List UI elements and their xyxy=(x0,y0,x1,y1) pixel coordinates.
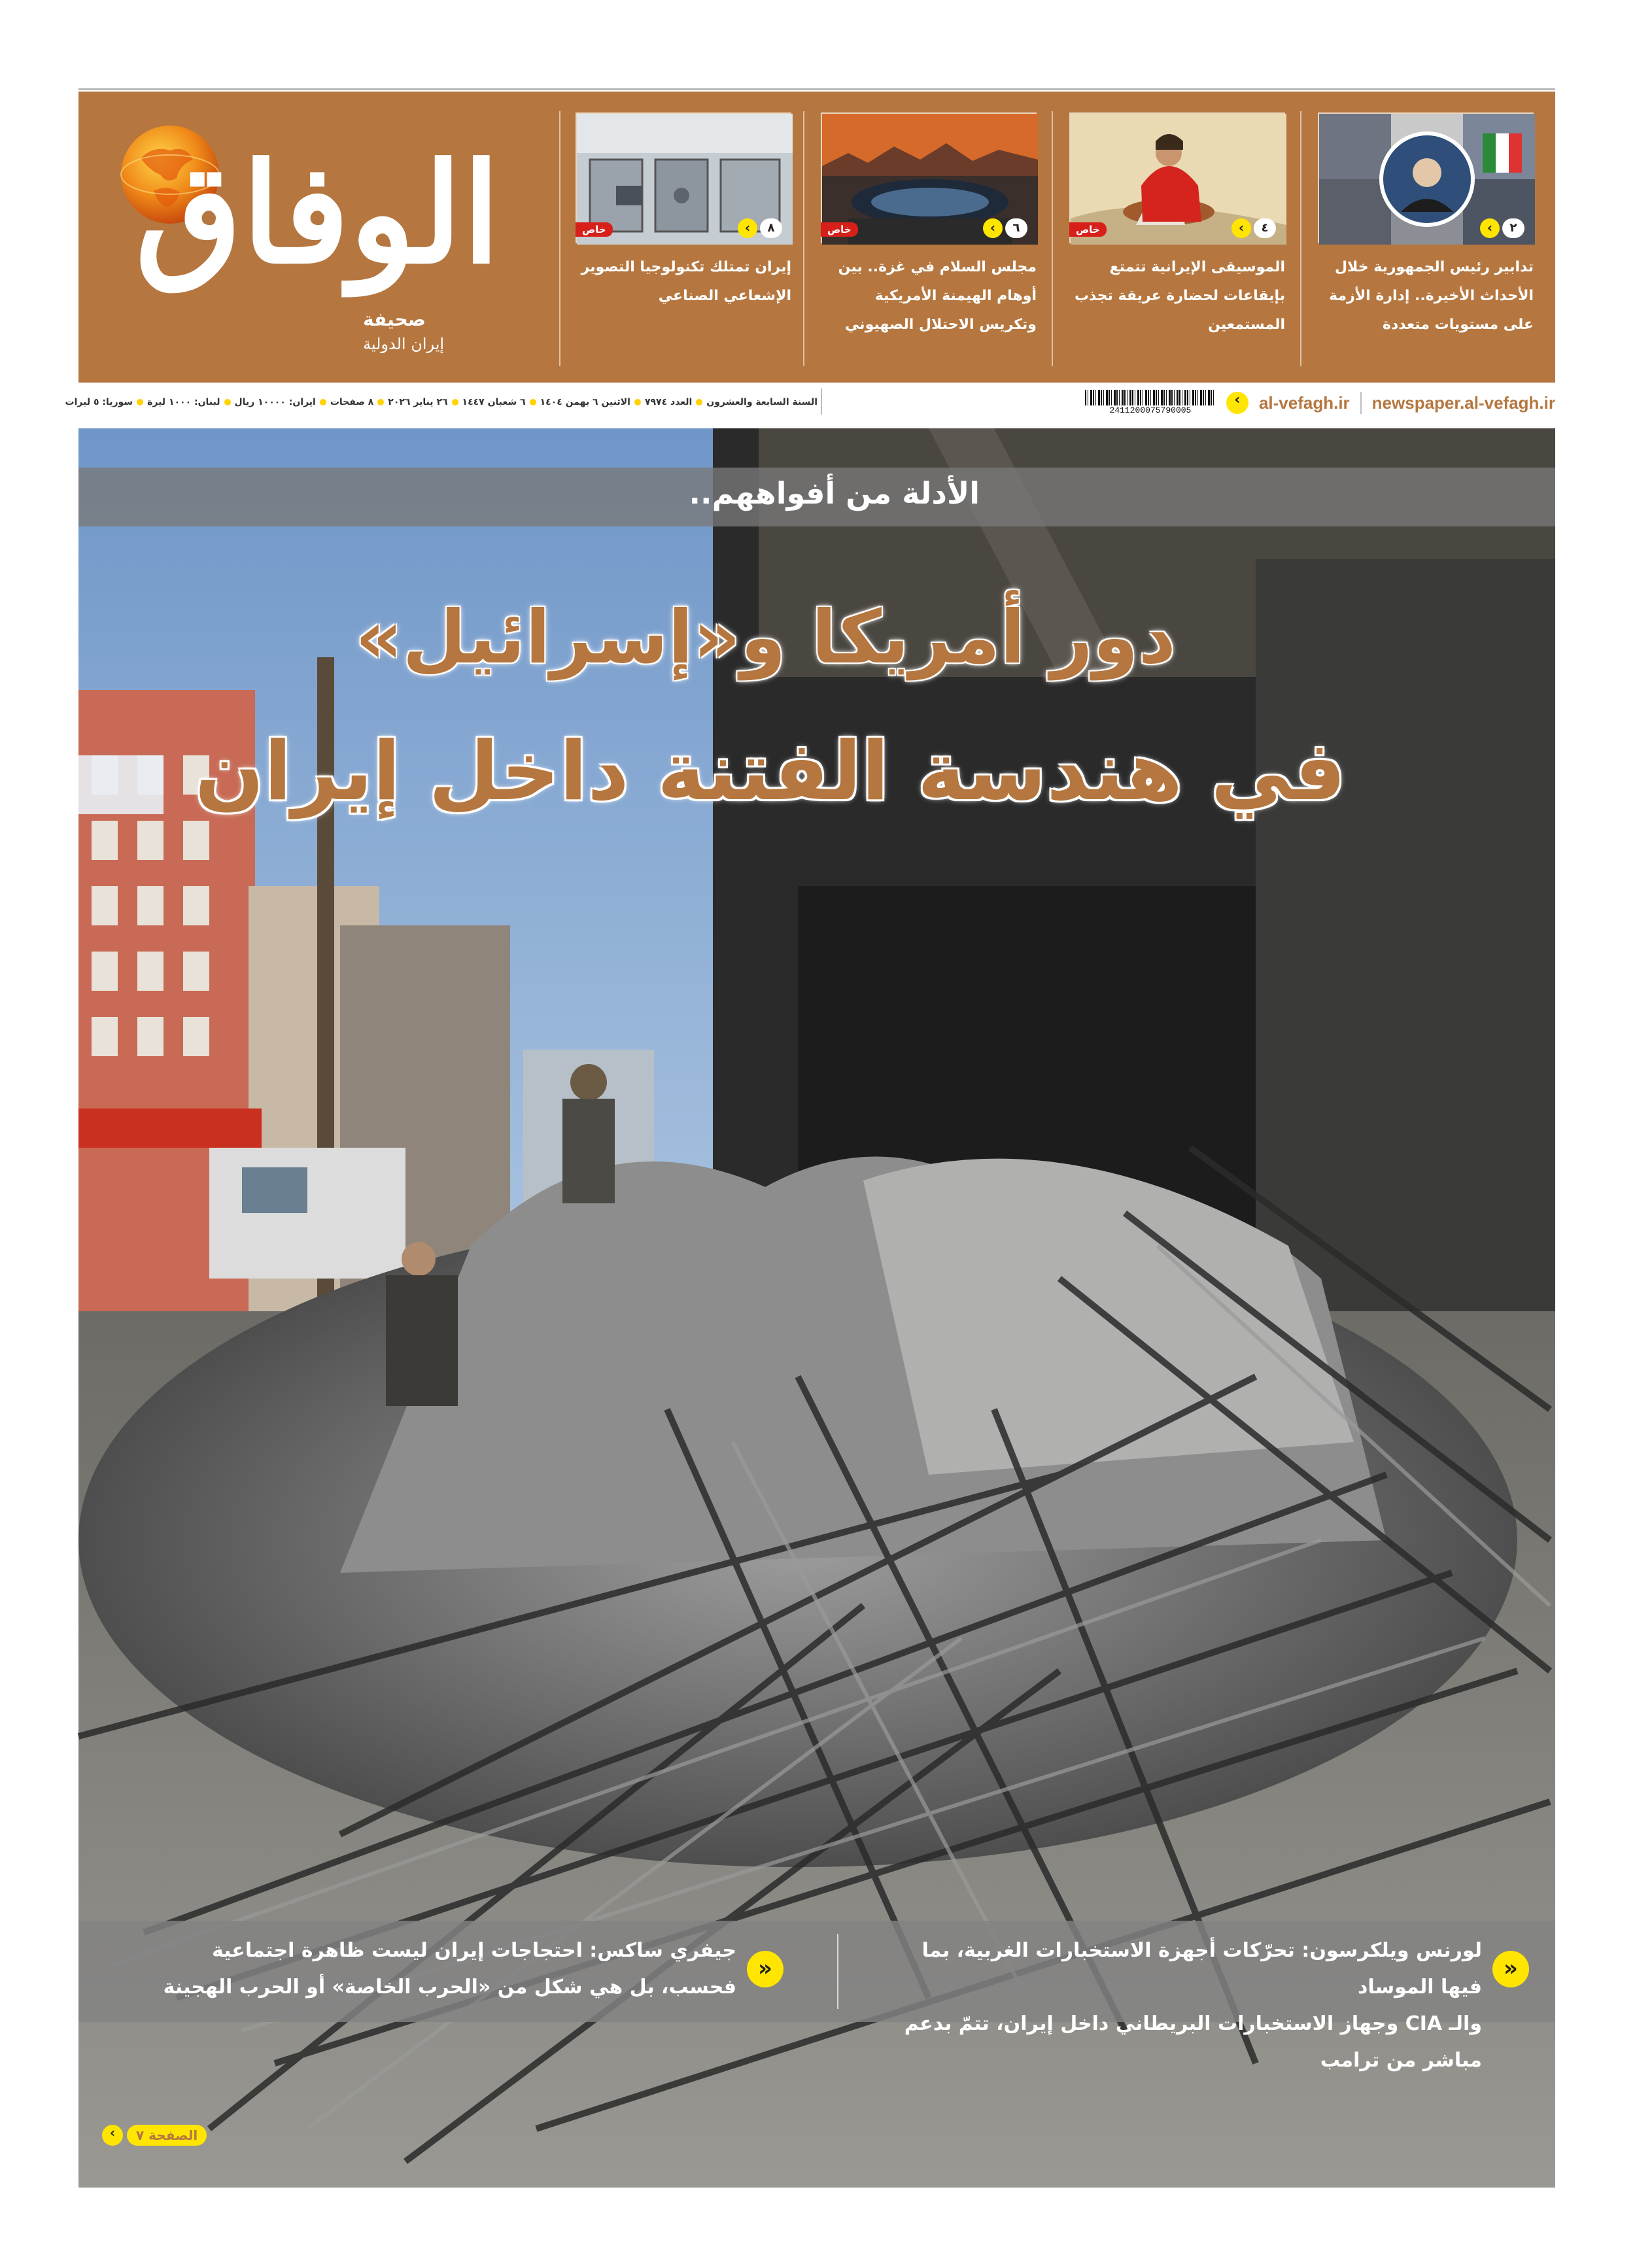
price-lebanon: لبنان: ١٠٠٠ ليرة xyxy=(147,397,220,407)
website-links xyxy=(1085,390,1555,416)
dot-icon xyxy=(137,399,143,405)
info-divider xyxy=(821,388,822,415)
newspaper-link[interactable]: newspaper.al-vefagh.ir xyxy=(1371,392,1555,413)
dot-icon xyxy=(634,399,641,405)
exclusive-label: خاص xyxy=(576,222,613,237)
main-headline-line1[interactable]: دور أمريكا و«إسرائيل» xyxy=(355,595,1176,680)
issue-date-solar: الاثنين ٦ بهمن ١٤٠٤ xyxy=(540,397,630,407)
page-count: ٨ صفحات xyxy=(330,397,374,407)
teaser-divider xyxy=(803,111,804,366)
price-iran: ايران: ١٠٠٠٠ ريال xyxy=(234,397,316,407)
teaser-item[interactable] xyxy=(1318,112,1534,368)
dot-icon xyxy=(696,399,702,405)
barcode xyxy=(1085,390,1216,416)
page-number-badge: ٦ xyxy=(1005,218,1027,238)
kicker-bar xyxy=(78,468,1555,526)
page-number-badge: ٨ xyxy=(760,218,782,238)
price-syria: سوريا: ٥ ليرات xyxy=(65,397,133,407)
page-reference-label: الصفحة ٧ xyxy=(127,2125,207,2146)
chevron-left-icon: ‹ xyxy=(983,218,1003,238)
teaser-badges xyxy=(1480,218,1524,238)
quote-text xyxy=(164,1933,736,2006)
double-chevron-icon: » xyxy=(1492,1951,1529,1987)
teaser-headline: مجلس السلام في غزة.. بين أوهام الهيمنة الأمريكية وتكريس الاحتلال الصهيوني xyxy=(838,259,1037,333)
quotes-bar xyxy=(78,1921,1555,2072)
quote-item[interactable] xyxy=(129,1933,783,2011)
page-reference[interactable] xyxy=(102,2122,207,2148)
logo-subtitle: صحيفة xyxy=(363,309,426,330)
exclusive-label: خاص xyxy=(821,222,858,237)
teaser-headline: الموسيقى الإيرانية تتمتع بإيقاعات لحضارة عريقة تجذب المستمعين xyxy=(1074,259,1285,333)
teaser-item[interactable] xyxy=(1069,112,1285,368)
quote-text xyxy=(875,1933,1482,2079)
website-link[interactable]: al-vefagh.ir xyxy=(1258,392,1350,413)
dot-icon xyxy=(377,399,384,405)
info-bar xyxy=(65,386,1555,419)
chevron-left-icon: ‹ xyxy=(738,218,757,238)
dot-icon xyxy=(530,399,536,405)
main-photo xyxy=(78,428,1555,2188)
masthead xyxy=(78,92,1555,383)
dot-icon xyxy=(452,399,458,405)
issue-date-gregorian: ٢٦ يناير ٢٠٢٦ xyxy=(388,397,448,407)
quote-line: والـ CIA وجهاز الاستخبارات البريطاني داخل إيران، تتمّ بدعم مباشر من ترامب xyxy=(904,2012,1482,2072)
issue-number: العدد ٧٩٧٤ xyxy=(644,397,693,407)
top-rule xyxy=(78,88,1555,90)
quote-line: لورنس ويلكرسون: تحرّكات أجهزة الاستخبارات الغربية، بما فيها الموساد xyxy=(921,1939,1482,1999)
teaser-badges xyxy=(1231,218,1276,238)
dot-icon xyxy=(320,399,326,405)
teaser-item[interactable] xyxy=(576,112,791,368)
teaser-badges xyxy=(983,218,1027,238)
dot-icon xyxy=(224,399,231,405)
teaser-divider xyxy=(1052,111,1053,366)
chevron-left-icon: ‹ xyxy=(1226,392,1248,414)
teaser-divider xyxy=(559,111,560,366)
logo-tagline: إيران الدولية xyxy=(363,335,445,353)
chevron-left-icon: ‹ xyxy=(1231,218,1251,238)
page-number-badge: ٤ xyxy=(1254,218,1276,238)
teaser-list xyxy=(78,92,1555,383)
chevron-left-icon: ‹ xyxy=(1480,218,1500,238)
kicker: الأدلة من أفواههم.. xyxy=(689,475,980,511)
chevron-left-icon: ‹ xyxy=(102,2125,123,2146)
teaser-headline: إيران تمتلك تكنولوجيا التصوير الإشعاعي الصناعي xyxy=(581,259,791,304)
logo-title: الوفاق xyxy=(135,133,500,294)
quote-line: جيفري ساكس: احتجاجات إيران ليست ظاهرة اجتماعية xyxy=(211,1939,736,1962)
issue-date-hijri: ٦ شعبان ١٤٤٧ xyxy=(462,397,526,407)
teaser-headline: تدابير رئيس الجمهورية خلال الأحداث الأخيرة.. إدارة الأزمة على مستويات متعددة xyxy=(1329,259,1534,333)
double-chevron-icon: » xyxy=(747,1951,783,1987)
issue-info xyxy=(65,392,818,412)
quote-item[interactable] xyxy=(875,1933,1529,2072)
teaser-divider xyxy=(1300,111,1301,366)
link-divider xyxy=(1360,392,1362,414)
teaser-badges xyxy=(738,218,782,238)
exclusive-label: خاص xyxy=(1069,222,1107,237)
teaser-item[interactable] xyxy=(821,112,1037,368)
main-headline-line2[interactable]: في هندسة الفتنة داخل إيران xyxy=(194,725,1346,819)
quote-line: فحسب، بل هي شكل من «الحرب الخاصة» أو الحرب الهجينة xyxy=(163,1976,736,1999)
issue-year: السنة السابعة والعشرون xyxy=(706,397,818,407)
quote-divider xyxy=(837,1934,838,2009)
page-number-badge: ٢ xyxy=(1502,218,1524,238)
barcode-number: 2411200075790005 xyxy=(1109,405,1192,415)
